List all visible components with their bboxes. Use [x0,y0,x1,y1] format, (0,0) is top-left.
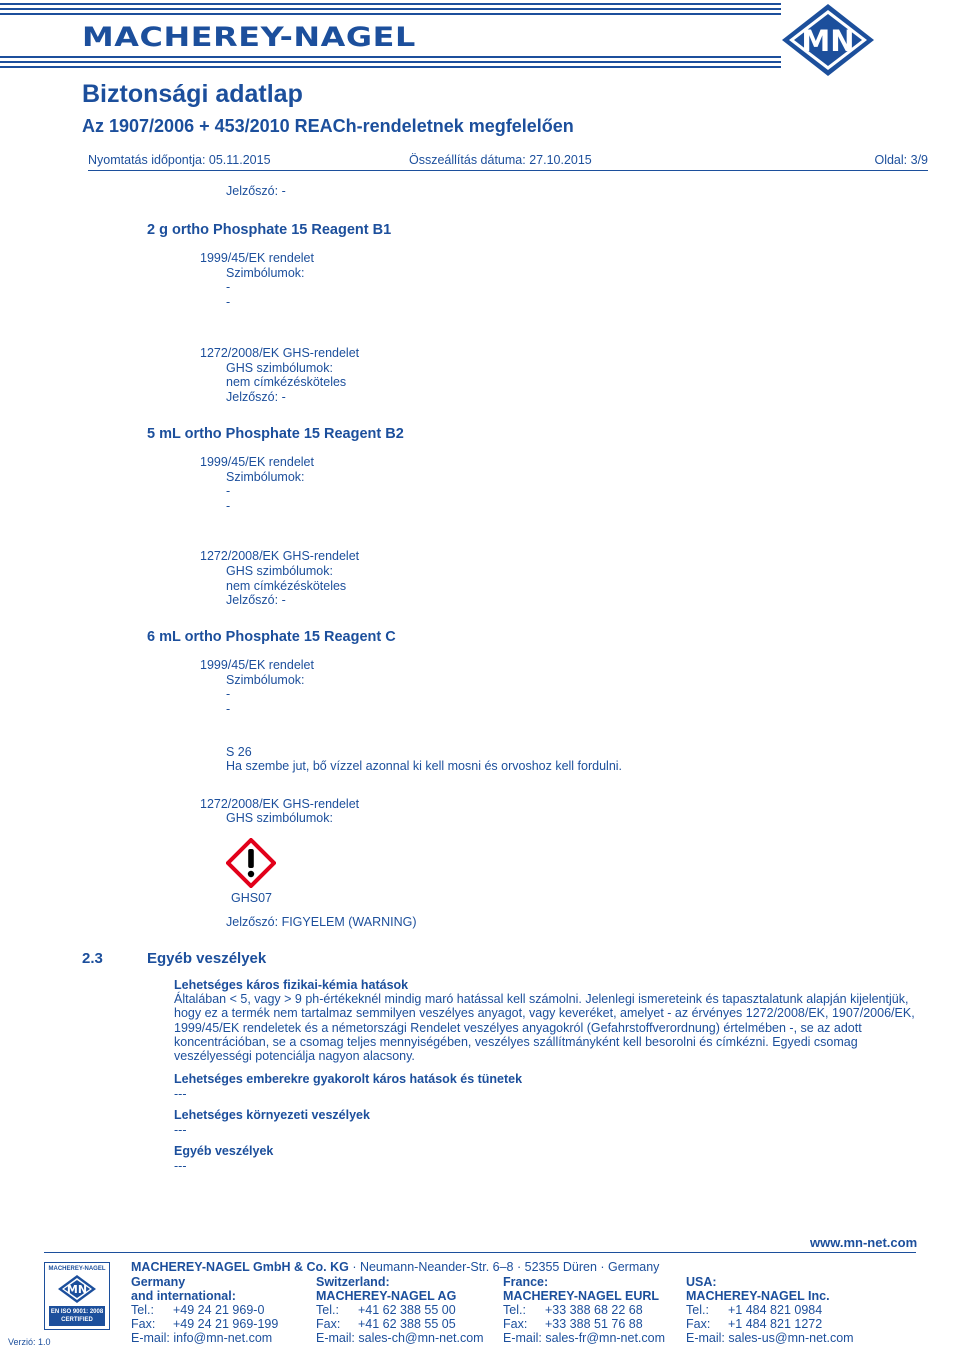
symbol-dash: - [226,687,231,701]
physchem-text: Általában < 5, vagy > 9 ph-értékeknél mindig maró hatással kell számolni. Jelenlegi ismereteink és tapasztalatunk alapján kijelentjük, hogy ez a termék nem tartalmaz semmilyen veszélyes anyagot, vagy keveréket, amelyet - az érvényes 1272/2008/EK, 1907/2006/EK, 1999/45/EK rendeletek és a németországi Rendelet veszélyes anyagokról (Gefahrstoffverordnung) értelmében -, se az adott koncentrációban, se a csomag teljes mennyiségében, veszélyes szállítmányként kell besorolni és címkézni. Egyedi csomag veszélyességi potenciálja nagyon alacsony. [174,992,915,1064]
other-hazards-heading: Egyéb veszélyek [174,1144,274,1158]
footer-email[interactable]: E-mail: sales-us@mn-net.com [686,1331,854,1345]
brand-stripe [0,8,781,10]
mn-logo-icon [57,1274,97,1304]
brand-stripe [0,61,781,63]
regulation-1999: 1999/45/EK rendelet [200,455,314,469]
version-label: Verzió: 1.0 [8,1337,51,1347]
labeling-status: nem címkézésköteles [226,375,347,389]
footer-divider [44,1252,916,1253]
footer-address: · Neumann-Neander-Str. 6–8 · 52355 Düren · Germany [348,1260,660,1274]
footer-fax: +33 388 51 76 88 [545,1317,643,1331]
symbol-dash: - [226,295,231,309]
reagent-b2-title: 5 mL ortho Phosphate 15 Reagent B2 [147,426,404,442]
footer-region: Germany [131,1275,186,1289]
page-title: Biztonsági adatlap [82,80,303,108]
section-number: 2.3 [82,950,103,967]
symbol-dash: - [226,702,231,716]
logo-text: MN [801,24,855,58]
footer-tel: +49 24 21 969-0 [173,1303,265,1317]
s-phrase-text: Ha szembe jut, bő vízzel azonnal ki kell mosni és orvoshoz kell fordulni. [226,759,623,773]
footer-tel: +1 484 821 0984 [728,1303,823,1317]
environment-text: --- [174,1123,187,1137]
footer-fax-label: Fax: [316,1317,341,1331]
footer-fax: +41 62 388 55 05 [358,1317,456,1331]
footer-email[interactable]: E-mail: info@mn-net.com [131,1331,273,1345]
ghs-symbols-label: GHS szimbólumok: [226,361,333,375]
brand-stripe [0,56,781,58]
footer-tel-label: Tel.: [131,1303,154,1317]
compiled-date: Összeállítás dátuma: 27.10.2015 [409,153,592,167]
footer-fax-label: Fax: [131,1317,156,1331]
cert-standard: EN ISO 9001: 2008 [50,1309,104,1315]
brand-header [0,0,960,82]
footer-entity: and international: [131,1289,236,1303]
print-date: Nyomtatás időpontja: 05.11.2015 [88,153,271,167]
mn-logo-icon [780,2,876,78]
symbols-label: Szimbólumok: [226,266,305,280]
brand-stripe [0,3,781,5]
section-title: Egyéb veszélyek [147,950,267,967]
footer-tel-label: Tel.: [686,1303,709,1317]
regulation-ghs: 1272/2008/EK GHS-rendelet [200,797,360,811]
footer-company-line [131,1260,659,1274]
cert-status: CERTIFIED [61,1317,93,1323]
reagent-c-title: 6 mL ortho Phosphate 15 Reagent C [147,629,396,645]
exclamation-mark-diamond-icon [226,838,276,888]
symbol-dash: - [226,499,231,513]
signal-word: Jelzőszó: - [226,184,286,198]
logo-text: MN [66,1283,88,1296]
symbol-dash: - [226,484,231,498]
footer-company: MACHEREY-NAGEL GmbH & Co. KG [131,1260,349,1274]
footer-email[interactable]: E-mail: sales-ch@mn-net.com [316,1331,484,1345]
brand-stripe [0,13,781,15]
footer-fax-label: Fax: [503,1317,528,1331]
footer-tel-label: Tel.: [503,1303,526,1317]
ghs-symbols-label: GHS szimbólumok: [226,811,333,825]
symbols-label: Szimbólumok: [226,470,305,484]
reagent-b1-title: 2 g ortho Phosphate 15 Reagent B1 [147,222,392,238]
human-effects-text: --- [174,1087,187,1101]
other-hazards-text: --- [174,1159,187,1173]
footer-entity: MACHEREY-NAGEL Inc. [686,1289,830,1303]
page-number: Oldal: 3/9 [874,153,928,167]
environment-heading: Lehetséges környezeti veszélyek [174,1108,370,1122]
ghs-symbols-label: GHS szimbólumok: [226,564,333,578]
physchem-heading: Lehetséges káros fizikai-kémia hatások [174,978,409,992]
regulation-ghs: 1272/2008/EK GHS-rendelet [200,346,360,360]
footer-email[interactable]: E-mail: sales-fr@mn-net.com [503,1331,666,1345]
company-wordmark: MACHEREY-NAGEL [82,22,416,53]
signal-word: Jelzőszó: FIGYELEM (WARNING) [226,915,417,929]
footer-entity: MACHEREY-NAGEL AG [316,1289,457,1303]
print-info-row [88,152,928,171]
cert-brand: MACHEREY-NAGEL [48,1266,106,1272]
signal-word: Jelzőszó: - [226,593,286,607]
footer-tel-label: Tel.: [316,1303,339,1317]
ghs-code: GHS07 [231,891,272,905]
iso-certificate-badge [44,1262,110,1330]
page-subtitle: Az 1907/2006 + 453/2010 REACh-rendeletnek megfelelően [82,116,574,136]
footer-region: Switzerland: [316,1275,390,1289]
footer-region: USA: [686,1275,717,1289]
symbol-dash: - [226,280,231,294]
symbols-label: Szimbólumok: [226,673,305,687]
footer-fax: +1 484 821 1272 [728,1317,823,1331]
footer-fax-label: Fax: [686,1317,711,1331]
signal-word: Jelzőszó: - [226,390,286,404]
s-phrase-code: S 26 [226,745,252,759]
labeling-status: nem címkézésköteles [226,579,347,593]
regulation-ghs: 1272/2008/EK GHS-rendelet [200,549,360,563]
brand-stripe [0,66,781,68]
regulation-1999: 1999/45/EK rendelet [200,658,314,672]
footer-tel: +33 388 68 22 68 [545,1303,643,1317]
footer-entity: MACHEREY-NAGEL EURL [503,1289,660,1303]
footer-fax: +49 24 21 969-199 [173,1317,279,1331]
footer-tel: +41 62 388 55 00 [358,1303,456,1317]
footer-url[interactable]: www.mn-net.com [810,1235,918,1250]
regulation-1999: 1999/45/EK rendelet [200,251,314,265]
human-effects-heading: Lehetséges emberekre gyakorolt káros hatások és tünetek [174,1072,523,1086]
footer-region: France: [503,1275,549,1289]
